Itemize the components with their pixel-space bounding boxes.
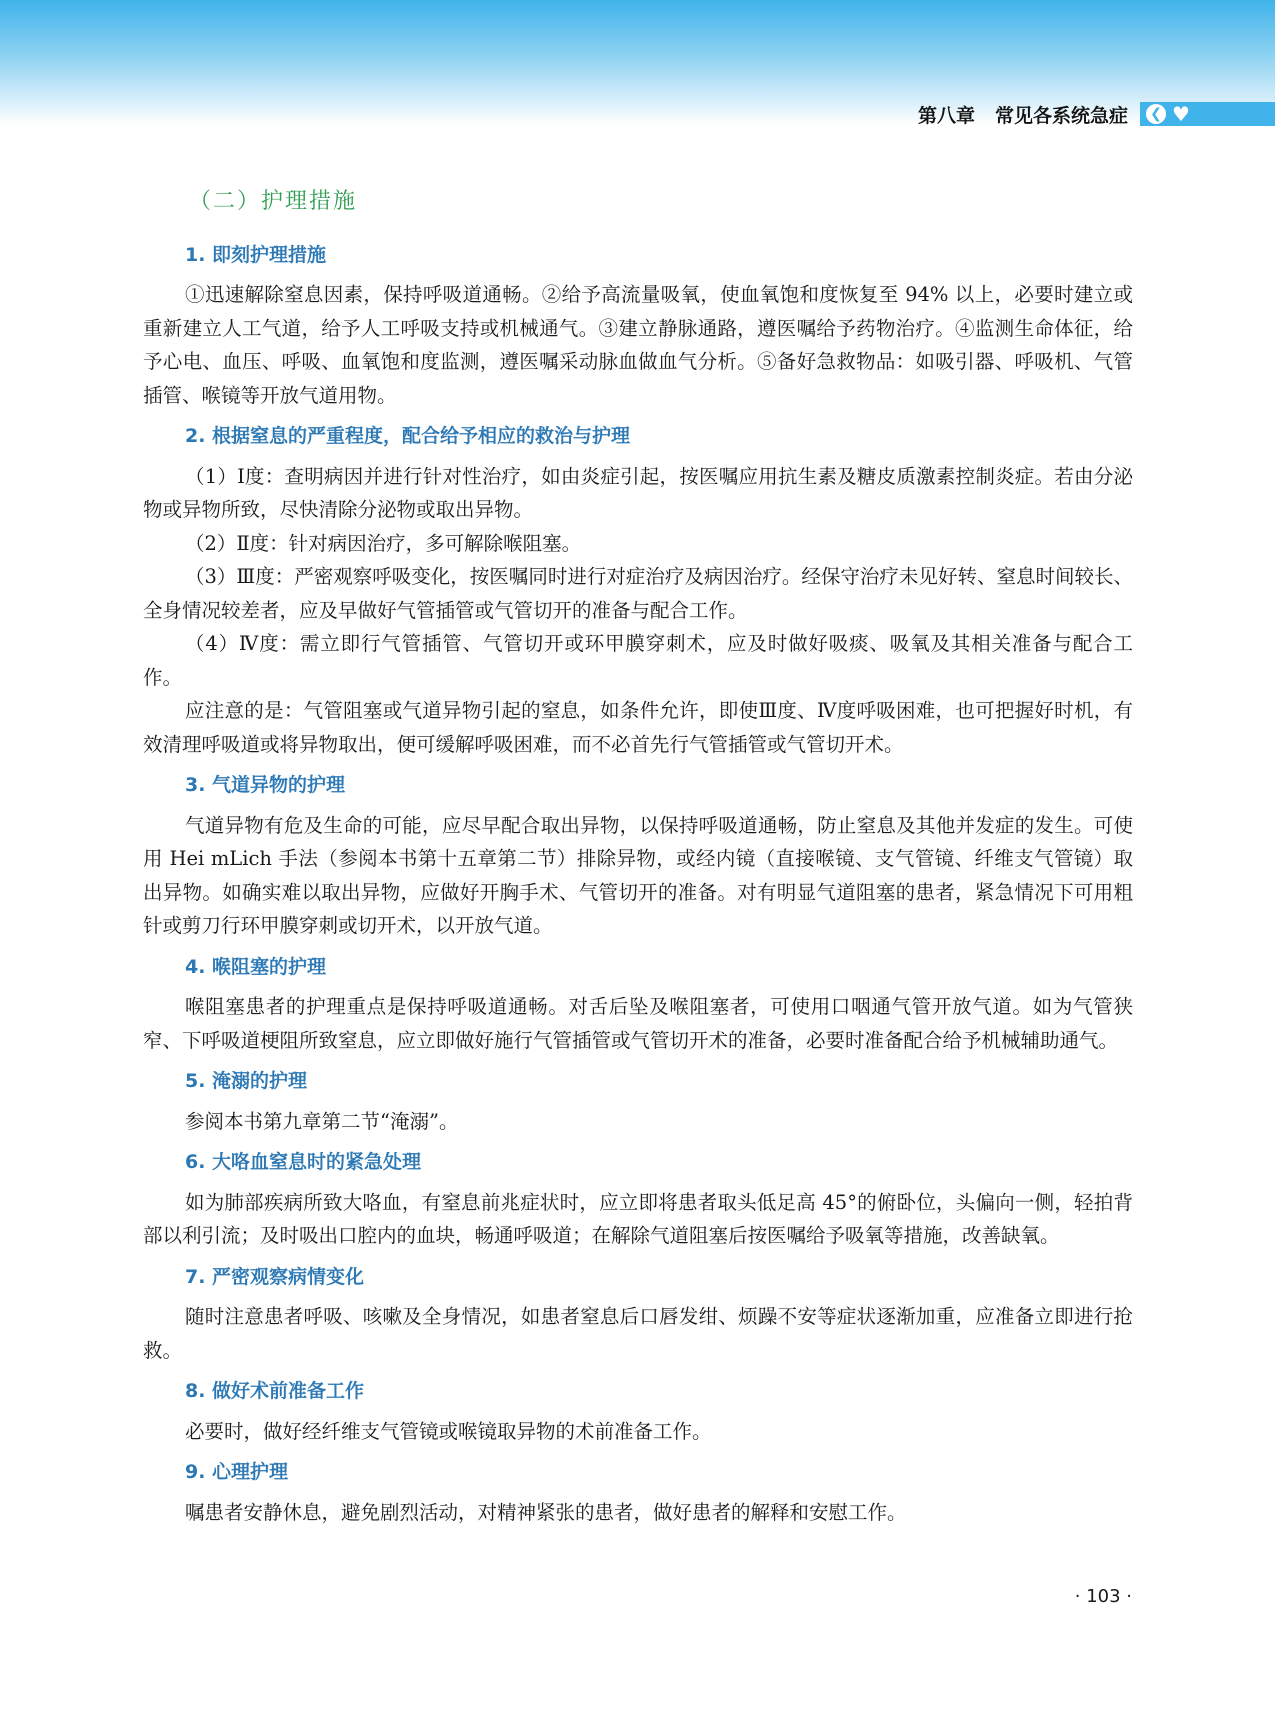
subheading-3: 3. 气道异物的护理 <box>185 774 346 796</box>
paragraph: （3）Ⅲ度：严密观察呼吸变化，按医嘱同时进行对症治疗及病因治疗。经保守治疗未见好转、窒息时间较长、全身情况较差者，应及早做好气管插管或气管切开的准备与配合工作。 <box>143 565 1133 622</box>
paragraph: （1）Ⅰ度：查明病因并进行针对性治疗，如由炎症引起，按医嘱应用抗生素及糖皮质激素控制炎症。若由分泌物或异物所致，尽快清除分泌物或取出异物。 <box>143 464 1133 521</box>
chapter-title: 常见各系统急症 <box>994 104 1128 127</box>
paragraph: （2）Ⅱ度：针对病因治疗，多可解除喉阻塞。 <box>185 531 582 555</box>
paragraph: （4）Ⅳ度：需立即行气管插管、气管切开或环甲膜穿刺术，应及时做好吸痰、吸氧及其相关准备与配合工作。 <box>143 632 1133 689</box>
page-content <box>143 185 1133 1529</box>
subheading-5: 5. 淹溺的护理 <box>185 1070 308 1092</box>
paragraph: 应注意的是：气管阻塞或气道异物引起的窒息，如条件允许，即使Ⅲ度、Ⅳ度呼吸困难，也可把握好时机，有效清理呼吸道或将异物取出，便可缓解呼吸困难，而不必首先行气管插管或气管切开术。 <box>143 699 1133 756</box>
paragraph: 嘱患者安静休息，避免剧烈活动，对精神紧张的患者，做好患者的解释和安慰工作。 <box>185 1500 907 1524</box>
heart-icon: ♥ <box>1172 102 1190 126</box>
section-title: （二）护理措施 <box>189 189 358 214</box>
page-number: · 103 · <box>1074 1586 1132 1607</box>
chapter-header <box>918 100 1275 128</box>
subheading-9: 9. 心理护理 <box>185 1461 289 1483</box>
subheading-1: 1. 即刻护理措施 <box>185 243 327 266</box>
chapter-decoration <box>1140 102 1275 126</box>
subheading-6: 6. 大咯血窒息时的紧急处理 <box>185 1151 422 1173</box>
paragraph: ①迅速解除窒息因素，保持呼吸道通畅。②给予高流量吸氧，使血氧饱和度恢复至 94% 以上，必要时建立或重新建立人工气道，给予人工呼吸支持或机械通气。③建立静脉通路，遵医嘱给予药物治疗。④监测生命体征，给予心电、血压、呼吸、血氧饱和度监测，遵医嘱采动脉血做血气分析。⑤备好急救物品：如吸引器、呼吸机、气管插管、喉镜等开放气道用物。 <box>143 283 1133 407</box>
subheading-2: 2. 根据窒息的严重程度，配合给予相应的救治与护理 <box>185 425 631 447</box>
paragraph: 随时注意患者呼吸、咳嗽及全身情况，如患者窒息后口唇发绀、烦躁不安等症状逐渐加重，应准备立即进行抢救。 <box>143 1305 1133 1362</box>
paragraph: 喉阻塞患者的护理重点是保持呼吸道通畅。对舌后坠及喉阻塞者，可使用口咽通气管开放气道。如为气管狭窄、下呼吸道梗阻所致窒息，应立即做好施行气管插管或气管切开术的准备，必要时准备配合给予机械辅助通气。 <box>143 995 1133 1052</box>
chapter-number: 第八章 <box>917 104 975 127</box>
subheading-8: 8. 做好术前准备工作 <box>185 1380 365 1402</box>
paragraph: 必要时，做好经纤维支气管镜或喉镜取异物的术前准备工作。 <box>185 1419 712 1443</box>
subheading-7: 7. 严密观察病情变化 <box>185 1265 365 1288</box>
paragraph: 气道异物有危及生命的可能，应尽早配合取出异物，以保持呼吸道通畅，防止窒息及其他并发症的发生。可使用 Hei mLich 手法（参阅本书第十五章第二节）排除异物，或经内镜（直接喉镜、支气管镜、纤维支气管镜）取出异物。如确实难以取出异物，应做好开胸手术、气管切开的准备。对有明显气道阻塞的患者，紧急情况下可用粗针或剪刀行环甲膜穿刺或切开术，以开放气道。 <box>143 813 1133 937</box>
paragraph: 参阅本书第九章第二节“淹溺”。 <box>185 1109 459 1133</box>
subheading-4: 4. 喉阻塞的护理 <box>185 955 327 978</box>
paragraph: 如为肺部疾病所致大咯血，有窒息前兆症状时，应立即将患者取头低足高 45°的俯卧位，头偏向一侧，轻拍背部以利引流；及时吸出口腔内的血块，畅通呼吸道；在解除气道阻塞后按医嘱给予吸氧等措施，改善缺氧。 <box>143 1190 1133 1247</box>
arrow-left-icon: ❮ <box>1146 104 1166 124</box>
